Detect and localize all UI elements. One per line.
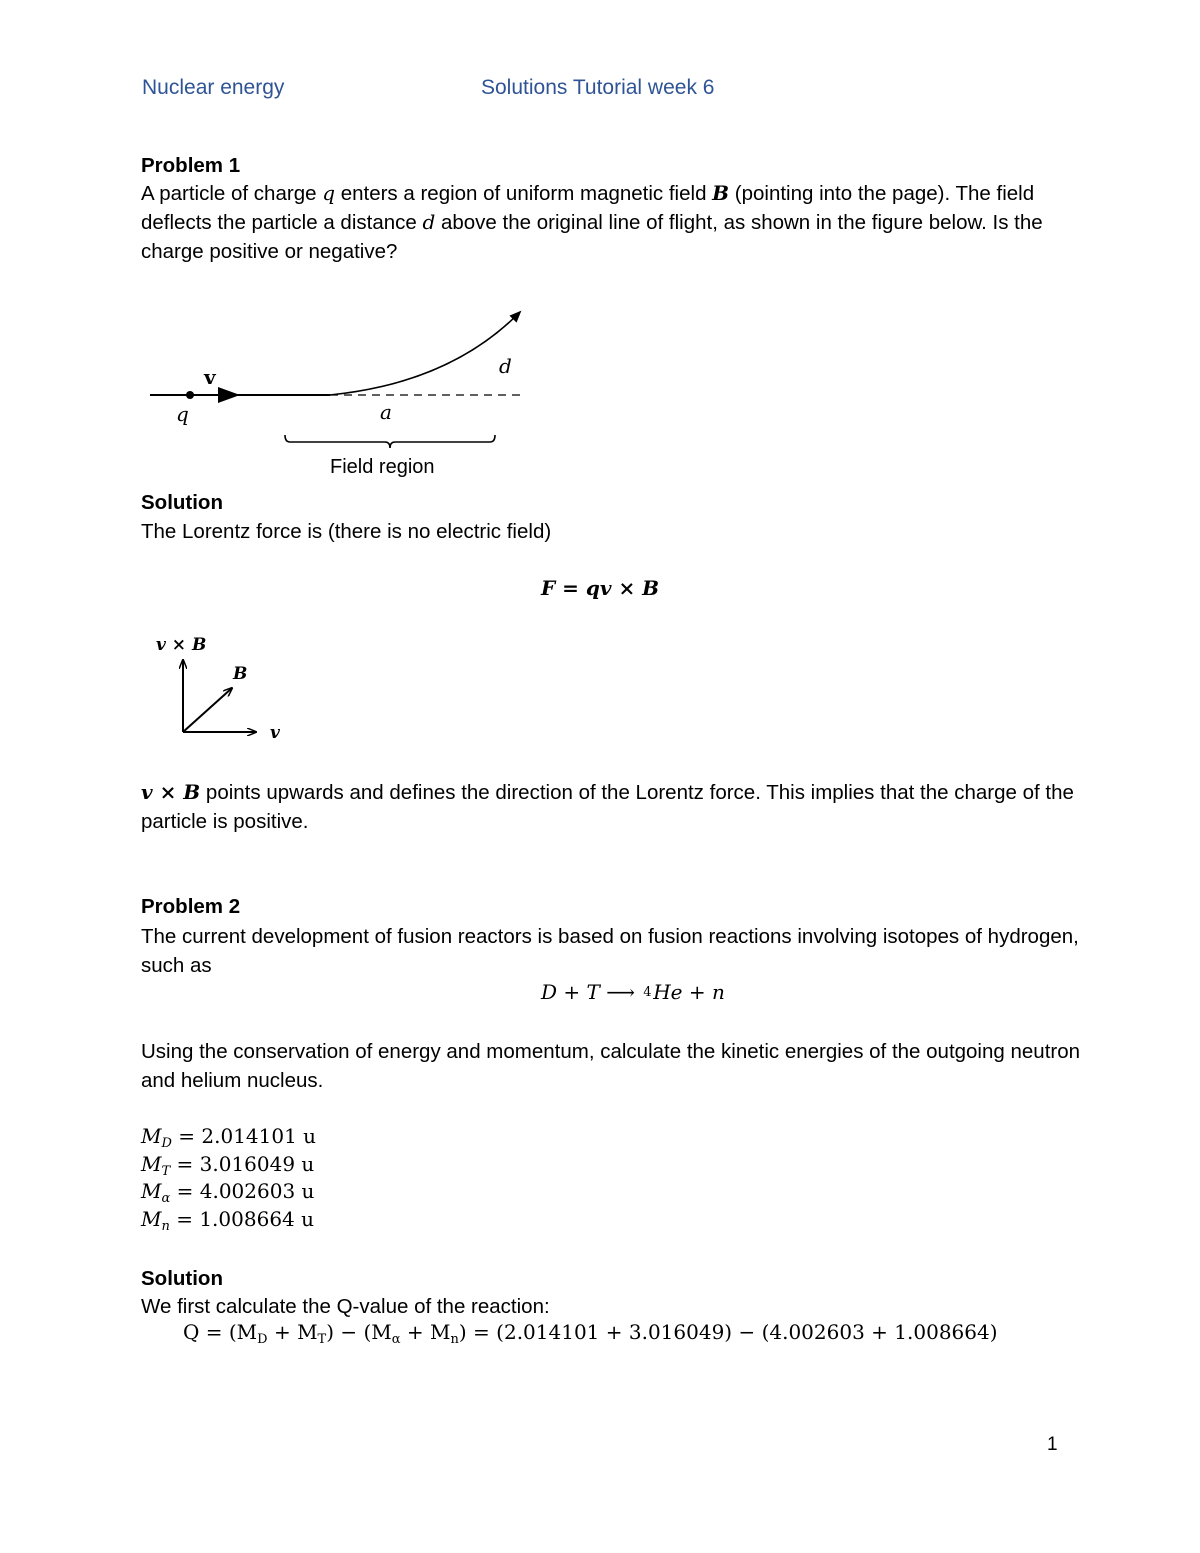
solution2-title: Solution: [141, 1267, 223, 1290]
solution1-conclusion: v × B points upwards and defines the direction of the Lorentz force. This implies that the charge of the particle is positive.: [141, 780, 1074, 833]
mass-tritium: $M_T = 3.016049$ u: [141, 1152, 315, 1179]
field-region-brace: [285, 435, 495, 448]
solution2-intro: We first calculate the Q-value of the reaction:: [141, 1295, 550, 1318]
header-left: Nuclear energy: [142, 76, 285, 99]
page-number: 1: [1047, 1434, 1058, 1455]
deflected-trajectory: [330, 312, 520, 395]
problem2-text: The current development of fusion reactors is based on fusion reactions involving isotopes of hydrogen, such as: [141, 925, 1079, 977]
deflection-figure: [140, 298, 540, 484]
solution1-title: Solution: [141, 491, 223, 514]
mass-deuterium: $M_D = 2.014101$ u: [141, 1124, 317, 1151]
lorentz-equation: F = qv × B: [541, 576, 660, 600]
mass-alpha: $M_\alpha = 4.002603$ u: [141, 1179, 315, 1206]
solution1-intro: The Lorentz force is (there is no electric field): [141, 520, 552, 543]
label-vxB: v × B: [156, 635, 207, 655]
problem1-text: A particle of charge q enters a region of uniform magnetic field B (pointing into the page). The field deflects the particle a distance d above the original line of flight, as shown in the figure below. Is the charge positive or negative?: [141, 181, 1043, 263]
mass-number: 4: [643, 985, 652, 1000]
label-v: v: [204, 365, 216, 389]
problem2-question: Using the conservation of energy and momentum, calculate the kinetic energies of the outgoing neutron and helium nucleus.: [141, 1040, 1081, 1092]
label-field-region: Field region: [330, 456, 435, 478]
label-q: q: [176, 402, 189, 426]
fusion-reaction: D + T ⟶ 4 He + n: [541, 980, 725, 1004]
label-B: B: [233, 664, 248, 684]
label-d: d: [499, 354, 512, 378]
particle-dot: [186, 391, 194, 399]
mass-neutron: $M_n = 1.008664$ u: [141, 1207, 315, 1234]
problem2-title: Problem 2: [141, 895, 241, 918]
label-a: a: [380, 400, 392, 424]
B-vector: [183, 688, 232, 732]
vector-diagram: [150, 630, 300, 745]
velocity-arrowhead: [218, 387, 240, 403]
header-right: Solutions Tutorial week 6: [481, 76, 715, 99]
q-value-equation: $Q = (M_D + M_T) - (M_\alpha + M_n) = (2.014101 + 3.016049) - (4.002603 + 1.008664)$: [183, 1320, 998, 1347]
label-v-axis: v: [270, 723, 280, 743]
problem1-title: Problem 1: [141, 154, 241, 177]
